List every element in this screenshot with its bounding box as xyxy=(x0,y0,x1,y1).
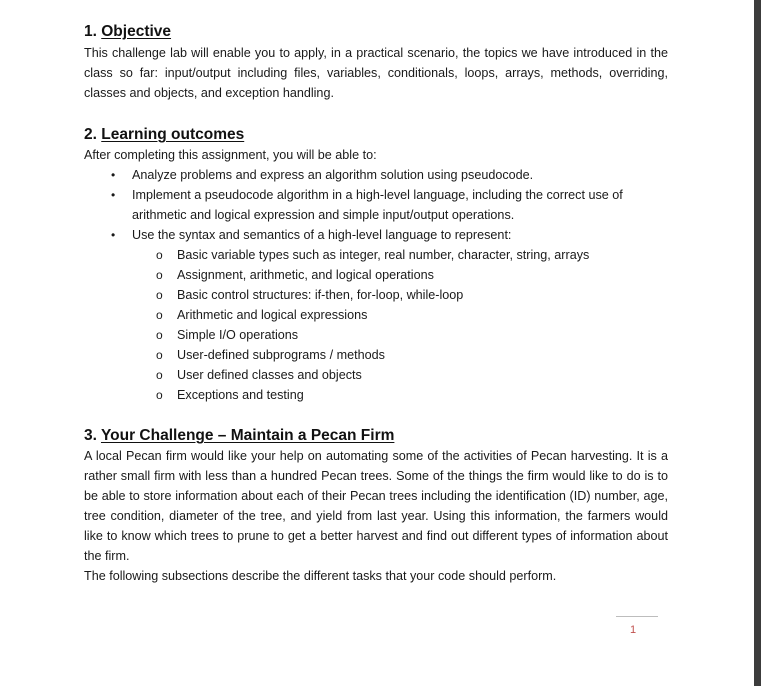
heading-title: Objective xyxy=(101,23,172,40)
list-item xyxy=(84,185,668,225)
challenge-paragraph: A local Pecan firm would like your help on automating some of the activities of Pecan harvesting. It is a rather small firm with less than a hundred Pecan trees. Some of the things the firm would like to do is to be able to store information about each of their Pecan trees including the identification (ID) number, age, tree condition, diameter of the tree, and yield from last year. Using this information, the farmers would like to know which trees to prune to get a better harvest and find out different types of information about the firm. xyxy=(84,449,668,563)
list-item-text: Implement a pseudocode algorithm in a high-level language, including the correct use of arithmetic and logical expression and simple input/output operations. xyxy=(132,188,623,222)
section-objective xyxy=(84,22,668,103)
sub-list-item xyxy=(84,385,668,405)
bullet-marker: • xyxy=(111,168,116,182)
challenge-paragraph-2: The following subsections describe the different tasks that your code should perform. xyxy=(84,569,557,583)
sub-list-item xyxy=(84,285,668,305)
list-item-text: Analyze problems and express an algorithm solution using pseudocode. xyxy=(132,168,534,182)
section-heading xyxy=(84,22,668,42)
sub-list-item-text: Basic variable types such as integer, real number, character, string, arrays xyxy=(177,248,590,262)
sub-bullet-marker: o xyxy=(156,268,163,282)
sub-list-item xyxy=(84,245,668,265)
sub-bullet-marker: o xyxy=(156,308,163,322)
sub-list-item-text: Simple I/O operations xyxy=(177,328,299,342)
outcomes-list xyxy=(84,165,668,405)
sub-list-item-text: Assignment, arithmetic, and logical operations xyxy=(177,268,434,282)
list-item-text: Use the syntax and semantics of a high-level language to represent: xyxy=(132,228,512,242)
heading-number: 2. xyxy=(84,126,97,143)
section-heading xyxy=(84,426,668,446)
sub-list xyxy=(132,245,668,405)
sub-bullet-marker: o xyxy=(156,348,163,362)
sub-list-item xyxy=(84,305,668,325)
objective-paragraph: This challenge lab will enable you to apply, in a practical scenario, the topics we have introduced in the class so far: input/output including files, variables, conditionals, loops, arrays, methods, overriding, classes and objects, and exception handling. xyxy=(84,46,668,100)
heading-title: Your Challenge – Maintain a Pecan Firm xyxy=(100,427,395,444)
outcomes-intro: After completing this assignment, you will be able to: xyxy=(84,148,377,162)
sub-bullet-marker: o xyxy=(156,328,163,342)
list-item xyxy=(84,225,668,405)
bullet-marker: • xyxy=(111,228,116,242)
section-learning-outcomes xyxy=(84,125,668,405)
sub-list-item xyxy=(84,325,668,345)
sub-bullet-marker: o xyxy=(156,368,163,382)
sub-bullet-marker: o xyxy=(156,288,163,302)
bullet-marker: • xyxy=(111,188,116,202)
sub-list-item-text: Exceptions and testing xyxy=(177,388,304,402)
sub-bullet-marker: o xyxy=(156,388,163,402)
section-your-challenge xyxy=(84,426,668,586)
section-heading xyxy=(84,125,668,145)
sub-list-item xyxy=(84,345,668,365)
window-edge xyxy=(754,0,761,686)
page-number: 1 xyxy=(630,624,637,636)
sub-list-item-text: User-defined subprograms / methods xyxy=(177,348,385,362)
list-item xyxy=(84,165,668,185)
footer-divider xyxy=(616,616,658,617)
sub-list-item xyxy=(84,265,668,285)
sub-list-item-text: Basic control structures: if-then, for-loop, while-loop xyxy=(177,288,464,302)
sub-bullet-marker: o xyxy=(156,248,163,262)
document-content xyxy=(84,22,668,586)
sub-list-item-text: User defined classes and objects xyxy=(177,368,362,382)
heading-number: 1. xyxy=(84,23,97,40)
heading-number: 3. xyxy=(84,427,97,444)
sub-list-item-text: Arithmetic and logical expressions xyxy=(177,308,368,322)
sub-list-item xyxy=(84,365,668,385)
heading-title: Learning outcomes xyxy=(101,126,245,143)
